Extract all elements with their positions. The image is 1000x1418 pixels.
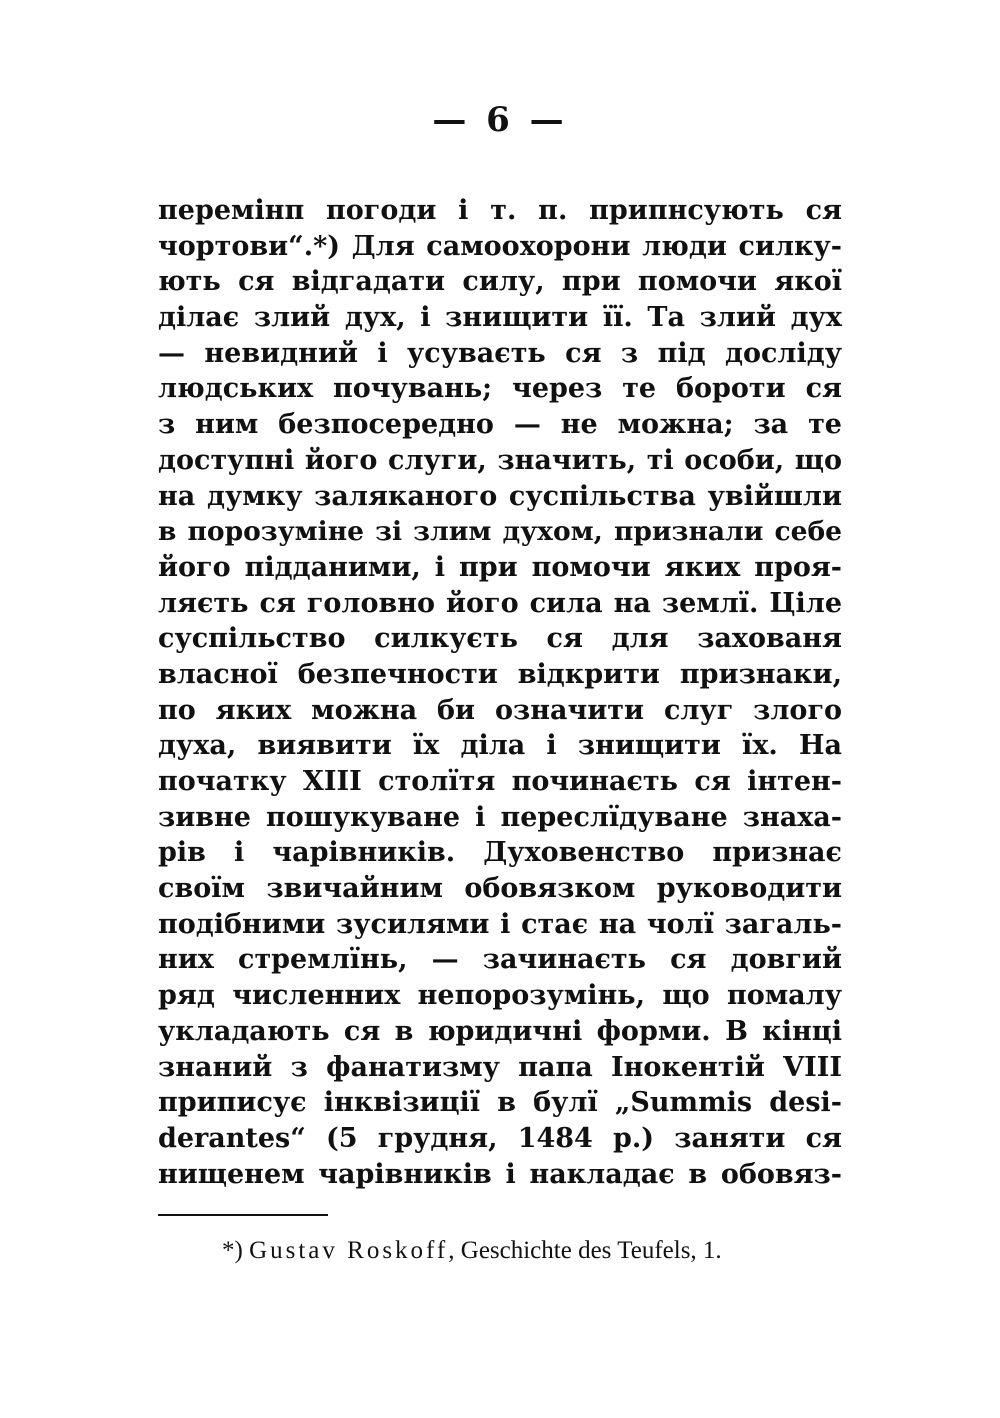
text-line: доступні його слуги, значить, ті особи, що [158, 444, 842, 476]
text-line: зивне пошукуване і переслїдуване знаха- [158, 801, 842, 833]
main-text [158, 193, 842, 1192]
text-line: ють ся відгадати силу, при помочи якої [158, 266, 842, 298]
text-line: них стремлїнь, — зачинаєть ся довгий [158, 944, 842, 976]
text-line: духа, виявити їх діла і знищити їх. На [158, 730, 842, 762]
text-line: суспільство силкуєть ся для захованя [158, 623, 842, 655]
text-line: людських почувань; через те бороти ся [158, 373, 842, 405]
text-line: початку XIII столїтя починаєть ся інтен- [158, 766, 842, 797]
text-line: ділає злий дух, і знищити її. Та злий дух [158, 302, 842, 334]
text-line: по яких можна би означити слуг злого [158, 694, 842, 726]
text-line: знаний з фанатизму папа Інокентій VIII [158, 1051, 842, 1083]
footnote-title: , Geschichte des Teufels, 1. [448, 1237, 722, 1264]
text-line: рів і чарівників. Духовенство признає [158, 837, 842, 869]
text-line: derantes“ (5 грудня, 1484 р.) заняти ся [158, 1122, 842, 1154]
footnote-divider [158, 1214, 328, 1216]
text-line: ряд численних непорозумінь, що помалу [158, 980, 842, 1012]
text-line: подібними зусилями і стає на чолї загаль- [158, 908, 842, 940]
text-line: в порозуміне зі злим духом, признали себе [158, 516, 842, 548]
text-line: приписує інквізиції в булї „Summis desi- [158, 1087, 842, 1119]
text-line: на думку заляканого суспільства увійшли [158, 480, 842, 512]
text-line: перемінп погоди і т. п. припнсують ся [158, 195, 842, 226]
text-line: ляєть ся головно його сила на землї. Ціле [158, 587, 842, 619]
text-line: своїм звичайним обовязком руководити [158, 873, 842, 905]
text-line: з ним безпосередно — не можна; за те [158, 409, 842, 441]
footnote-author: Gustav Roskoff [249, 1237, 449, 1264]
text-line: — невидний і усуваєть ся з під досліду [158, 337, 842, 369]
footnote [222, 1233, 842, 1269]
footnote-marker: *) [222, 1237, 243, 1264]
text-line: нищенем чарівників і накладає в обовяз- [158, 1158, 842, 1190]
text-line: чортови“.*) Для самоохорони люди силку- [158, 230, 842, 262]
text-line: його підданими, і при помочи яких проя- [158, 551, 842, 583]
text-line: укладають ся в юридичні форми. В кінці [158, 1015, 842, 1047]
text-line: власної безпечности відкрити признаки, [158, 658, 842, 690]
page-number: — 6 — [432, 100, 568, 140]
